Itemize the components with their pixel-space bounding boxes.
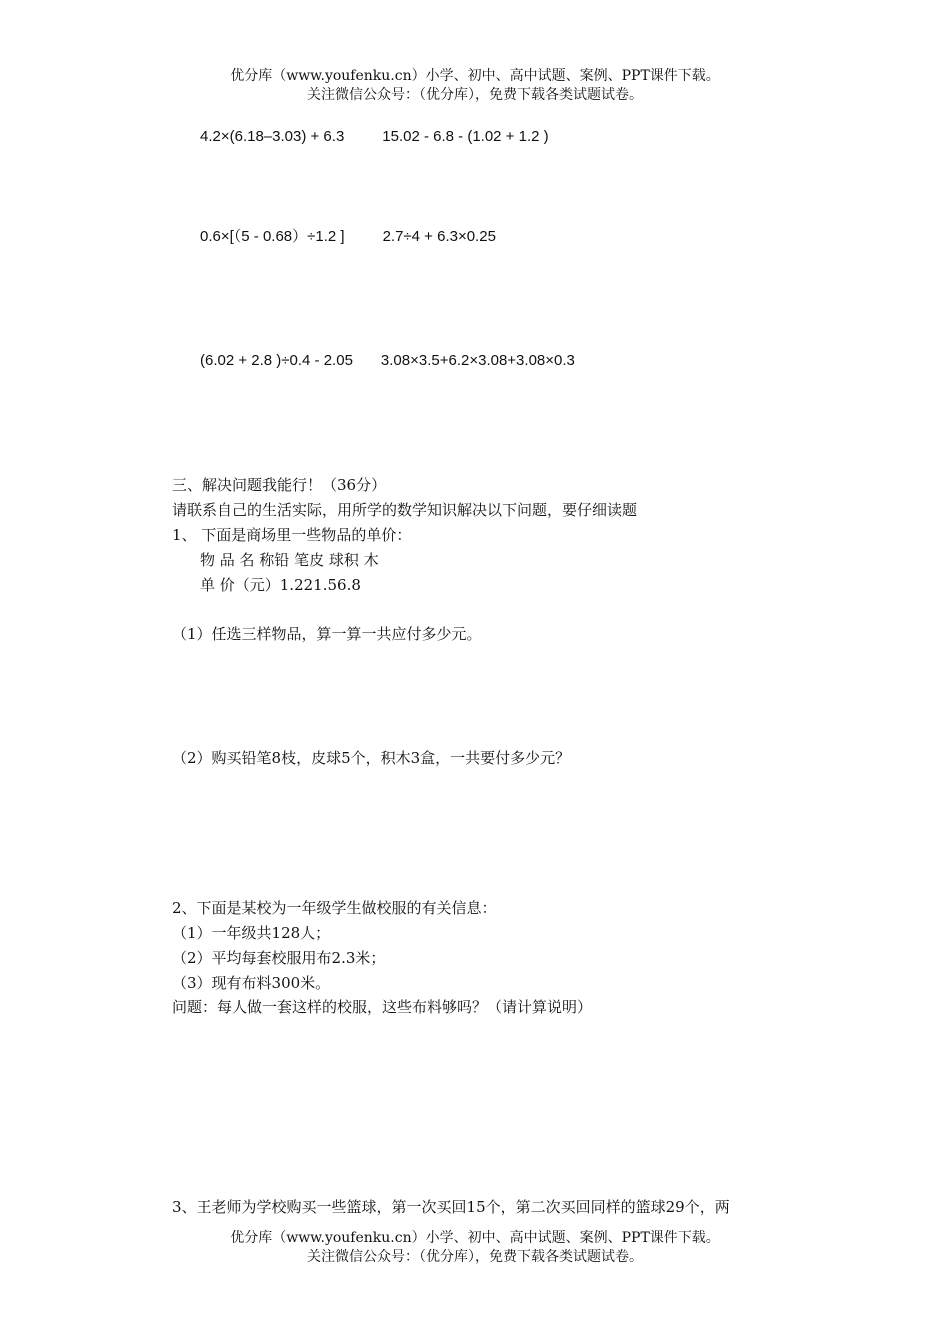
question-1-sub-2: （2）购买铅笔8枝，皮球5个，积木3盒，一共要付多少元？ xyxy=(172,749,571,767)
calc-expression: 3.08×3.5+6.2×3.08+3.08×0.3 xyxy=(380,352,575,369)
calc-row-3 xyxy=(200,351,575,371)
section-title: 三、解决问题我能行！（36分） xyxy=(172,476,387,494)
question-2-stem: 2、下面是某校为一年级学生做校服的有关信息： xyxy=(172,899,497,917)
question-2-info-3: （3）现有布料300米。 xyxy=(172,974,331,992)
header-line-1: 优分库（www.youfenku.cn）小学、初中、高中试题、案例、PPT课件下载。 xyxy=(230,68,720,84)
calc-expression: 15.02 - 6.8 - (1.02 + 1.2 ) xyxy=(382,128,549,145)
question-3-stem: 3、王老师为学校购买一些篮球，第一次买回15个，第二次买回同样的篮球29个，两 xyxy=(172,1198,730,1216)
question-2-info-1: （1）一年级共128人； xyxy=(172,924,331,942)
calc-expression: 2.7÷4 + 6.3×0.25 xyxy=(382,228,496,245)
calc-row-1 xyxy=(200,127,549,147)
footer-line-2: 关注微信公众号：（优分库），免费下载各类试题试卷。 xyxy=(307,1249,643,1265)
question-2-info-2: （2）平均每套校服用布2.3米； xyxy=(172,949,386,967)
calc-row-2 xyxy=(200,227,496,247)
header-line-2: 关注微信公众号：（优分库），免费下载各类试题试卷。 xyxy=(307,87,643,103)
price-table-names: 物 品 名 称铅 笔皮 球积 木 xyxy=(200,551,379,569)
calc-expression: 4.2×(6.18–3.03) + 6.3 xyxy=(200,128,345,145)
calc-expression: (6.02 + 2.8 )÷0.4 - 2.05 xyxy=(200,352,353,369)
price-table-prices: 单 价（元）1.221.56.8 xyxy=(200,576,361,594)
question-1-stem: 1、 下面是商场里一些物品的单价： xyxy=(172,526,412,544)
footer-line-1: 优分库（www.youfenku.cn）小学、初中、高中试题、案例、PPT课件下载。 xyxy=(230,1230,720,1246)
section-intro: 请联系自己的生活实际，用所学的数学知识解决以下问题，要仔细读题 xyxy=(172,501,638,519)
question-1-sub-1: （1）任选三样物品，算一算一共应付多少元。 xyxy=(172,625,482,643)
question-2-question: 问题：每人做一套这样的校服，这些布料够吗？（请计算说明） xyxy=(172,998,593,1016)
calc-expression: 0.6×[（5 - 0.68）÷1.2 ] xyxy=(200,228,345,245)
